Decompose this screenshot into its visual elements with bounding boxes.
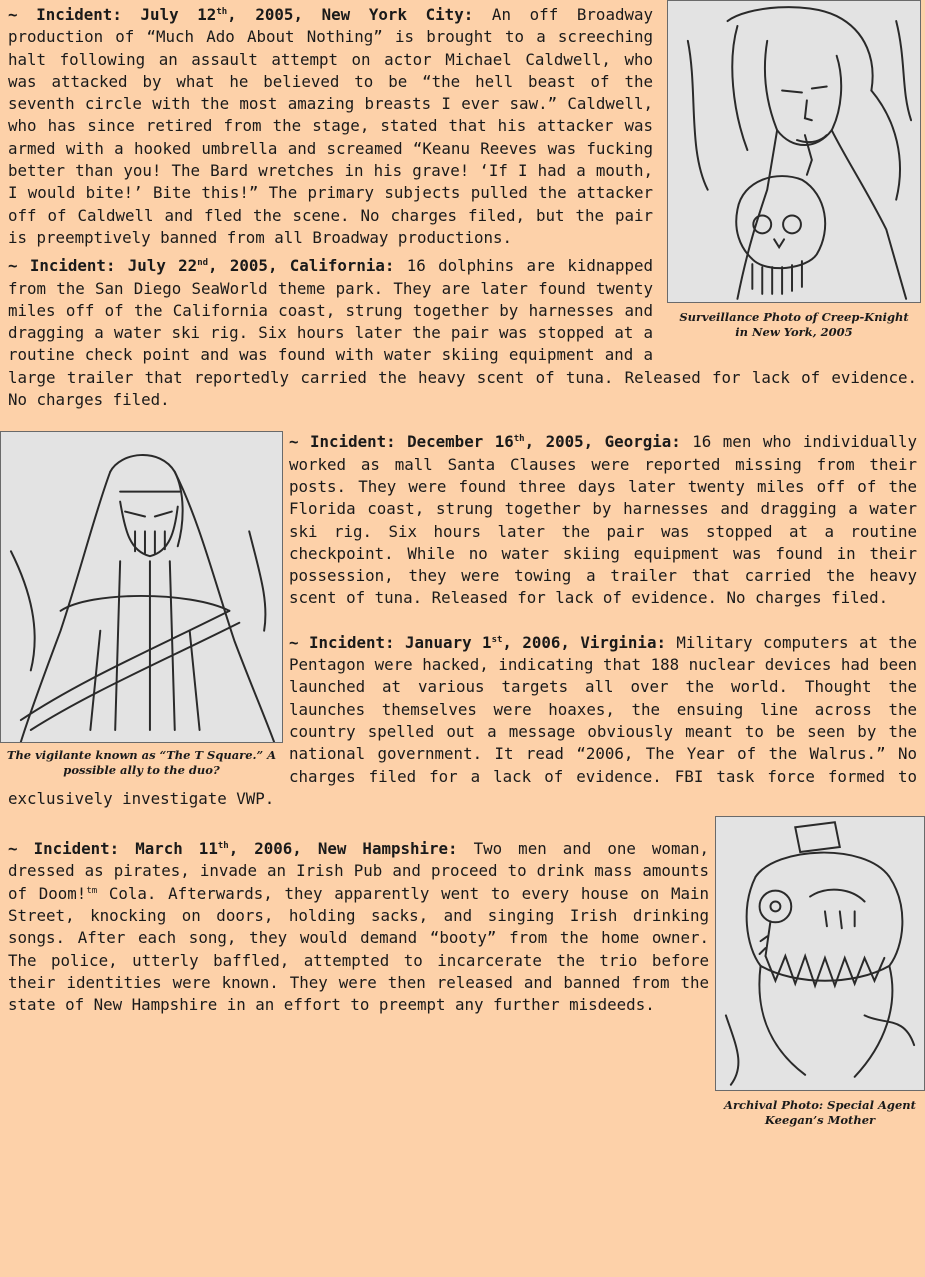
incident-2005-07-12: ~ Incident: July 12th, 2005, New York City: An off Broadway production of “Much Ado About Nothing” is brought to a screeching halt following an assault attempt on actor Michael Caldwell, who was attacked by what he believed to be “the hell beast of the seventh circle with the most amazing breasts I ever saw.” Caldwell, who has since retired from the stage, stated that his attacker was armed with a hooked umbrella and screamed “Keanu Reeves was fucking better than you! The Bard wretches in his grave! ‘If I had a mouth, I would bite!’ Bite this!” The primary subjects pulled the attacker off of Caldwell and fled the scene. No charges filed, but the pair is preemptively banned from all Broadway productions. — [8, 5, 653, 247]
figure-creep-knight — [661, 0, 923, 340]
creep-knight-caption: Surveillance Photo of Creep-Knight in New York, 2005 — [679, 310, 909, 339]
incident-2005-07-22: ~ Incident: July 22nd, 2005, California: 16 dolphins are kidnapped from the San Diego SeaWorld theme park. They are later found twenty miles off of the California coast, strung together by harnesses and dragging a water ski rig. Six hours later the pair was stopped at a routine check point and was found with water skiing equipment and a large trailer that reportedly carried the heavy scent of tuna. Released for lack of evidence. No charges filed. — [8, 256, 917, 410]
incident-2006-01-01: ~ Incident: January 1st, 2006, Virginia: Military computers at the Pentagon were hacked, indicating that 188 nuclear devices had been launched at various targets all over the world. Thought the launches themselves were hoaxes, the ensuing line across the country spelled out a message obviously meant to be seen by the national government. It read “2006, The Year of the Walrus.” No charges filed for a lack of evidence. FBI task force formed to exclusively investigate VWP. — [8, 632, 917, 808]
keegan-mother-caption: Archival Photo: Special Agent Keegan’s Mother — [724, 1098, 916, 1128]
keegan-mother-sketch-image — [715, 816, 925, 1091]
incident-2006-03-11: ~ Incident: March 11th, 2006, New Hampshire: Two men and one woman, dressed as pirates, invade an Irish Pub and proceed to drink mass amounts of Doom!$^{tm}$ Cola. Afterwards, they apparently went to every house on Main Street, knocking on doors, holding sacks, and singing Irish drinking songs. After each song, they would demand “booty” from the home owner. The police, utterly baffled, attempted to incarcerate the trio before their identities were known. They were then released and banned from the state of New Hampshire in an effort to preempt any further misdeeds. — [8, 839, 709, 1015]
t-square-sketch-image — [0, 431, 283, 743]
t-square-caption: The vigilante known as “The T Square.” A possible ally to the duo? — [6, 748, 277, 778]
incident-2005-12-16: ~ Incident: December 16th, 2005, Georgia: 16 men who individually worked as mall Santa Clauses were reported missing from their posts. They were found three days later twenty miles off of the Florida coast, strung together by harnesses and dragging a water ski rig. Six hours later the pair was stopped at a routine checkpoint. While no water skiing equipment was found in their possession, they were towing a trailer that carried the heavy scent of tuna. Released for lack of evidence. No charges filed. — [289, 432, 917, 608]
creep-knight-sketch-image — [667, 0, 921, 303]
figure-t-square — [0, 431, 283, 778]
figure-keegan-mother — [715, 816, 925, 1128]
